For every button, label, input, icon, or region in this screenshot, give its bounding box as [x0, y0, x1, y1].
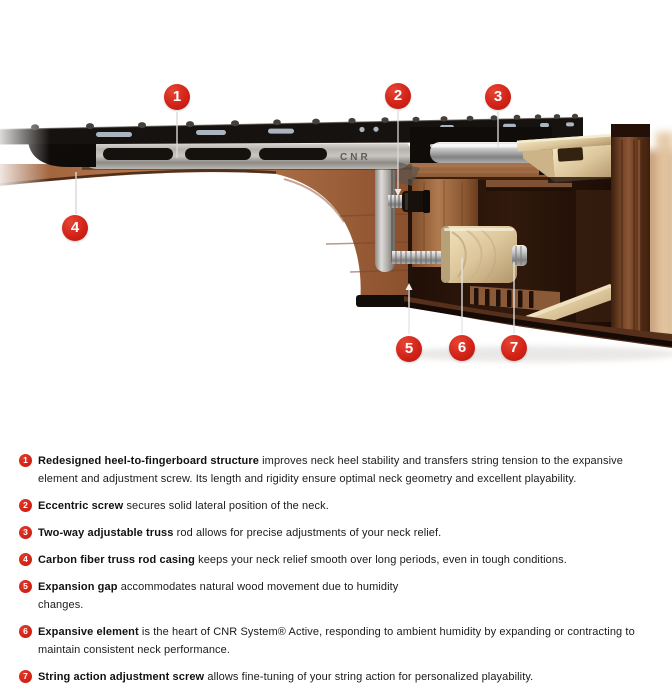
legend-item-6	[19, 623, 649, 659]
diagram-callout-2: 2	[385, 83, 411, 109]
legend-item-3	[19, 524, 649, 542]
legend-text-5: Expansion gap accommodates natural wood movement due to humidity changes.	[38, 581, 399, 611]
legend-text-3: Two-way adjustable truss rod allows for precise adjustments of your neck relief.	[38, 527, 442, 539]
plate-slot	[259, 148, 327, 160]
diagram-callout-1: 1	[164, 84, 190, 110]
legend-text-7: String action adjustment screw allows fine-tuning of your string action for personalized playability.	[38, 671, 534, 683]
legend	[19, 452, 649, 695]
legend-text-6: Expansive element is the heart of CNR System® Active, responding to ambient humidity by expanding or contracting to maintain consistent neck performance.	[38, 626, 635, 656]
legend-badge-4: 4	[19, 553, 32, 566]
legend-item-4	[19, 551, 649, 569]
diagram-callout-3: 3	[485, 84, 511, 110]
legend-badge-6: 6	[19, 625, 32, 638]
diagram-callout-6: 6	[449, 335, 475, 361]
expansive-element	[441, 226, 517, 283]
legend-badge-7: 7	[19, 670, 32, 683]
legend-text-4: Carbon fiber truss rod casing keeps your neck relief smooth over long periods, even in tough conditions.	[38, 554, 567, 566]
legend-item-1	[19, 452, 649, 488]
legend-item-7	[19, 668, 649, 686]
legend-badge-5: 5	[19, 580, 32, 593]
heel-to-fingerboard-wood	[0, 164, 412, 303]
legend-text-1: Redesigned heel-to-fingerboard structure improves neck heel stability and transfers string tension to the expansive element and adjustment screw. Its length and rigidity ensure optimal neck geometry and excellent playability.	[38, 455, 623, 485]
legend-badge-2: 2	[19, 499, 32, 512]
plate-slot	[185, 148, 251, 160]
diagram-callout-4: 4	[62, 215, 88, 241]
legend-item-2	[19, 497, 649, 515]
diagram-callout-7: 7	[501, 335, 527, 361]
legend-badge-3: 3	[19, 526, 32, 539]
plate-slot	[103, 148, 173, 160]
left-fade	[0, 116, 50, 192]
body-side-rim	[611, 124, 650, 342]
diagram-callout-5: 5	[396, 336, 422, 362]
legend-badge-1: 1	[19, 454, 32, 467]
legend-item-5	[19, 578, 649, 614]
legend-text-2: Eccentric screw secures solid lateral position of the neck.	[38, 500, 329, 512]
cnr-engraving: CNR	[340, 152, 371, 163]
